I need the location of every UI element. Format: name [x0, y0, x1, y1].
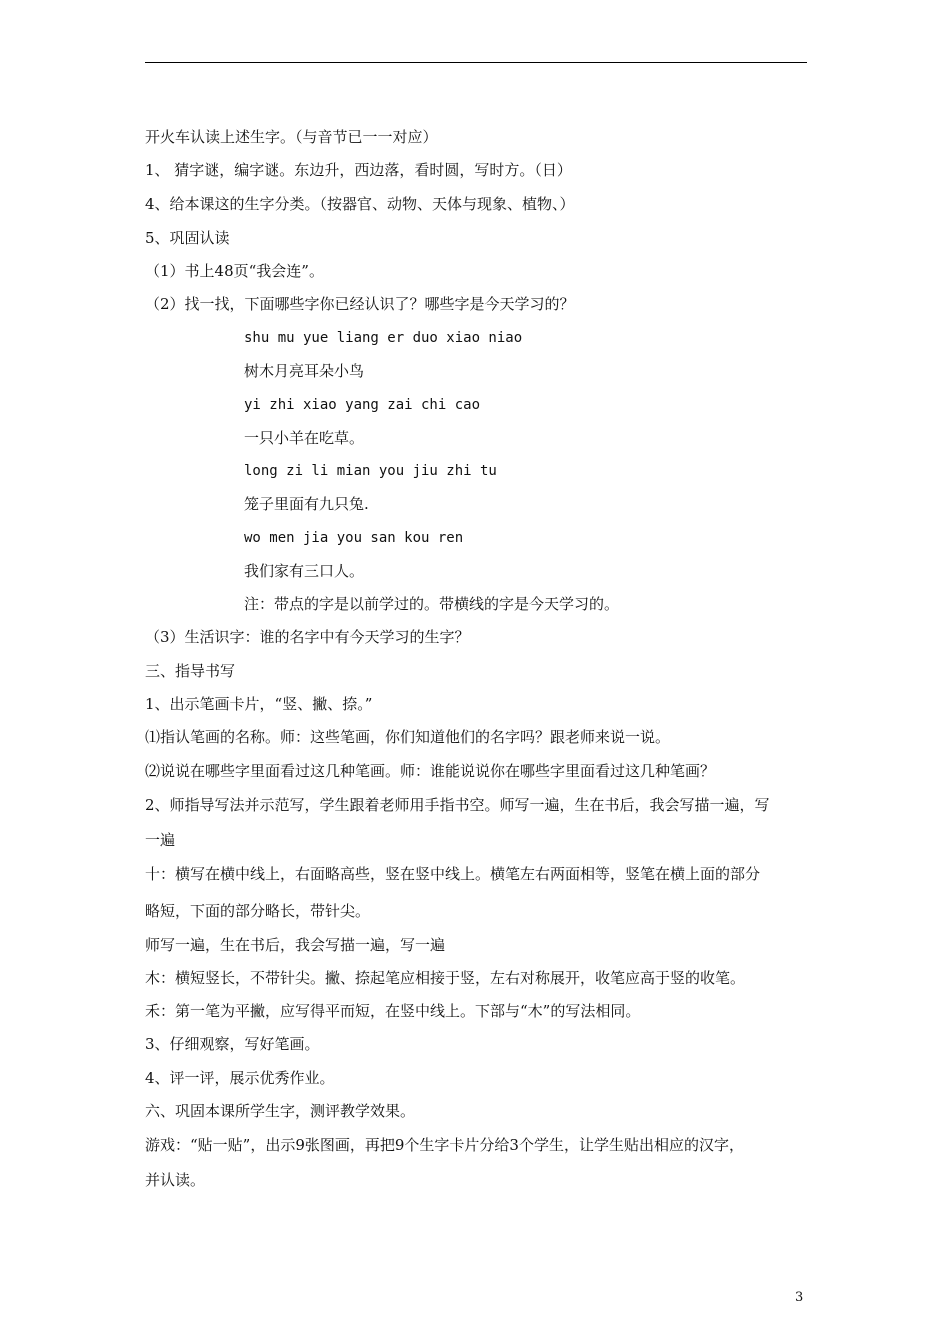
text-line: 开火车认读上述生字。（与音节已一一对应） — [145, 128, 438, 146]
text-line: 师写一遍，生在书后，我会写描一遍，写一遍 — [145, 936, 446, 954]
text-line: 十：横写在横中线上，右面略高些，竖在竖中线上。横笔左右两面相等，竖笔在横上面的部分 — [145, 865, 761, 883]
section-heading: 六、巩固本课所学生字，测评教学效果。 — [145, 1102, 416, 1120]
page-number: 3 — [795, 1290, 804, 1305]
text-line: 4、评一评，展示优秀作业。 — [145, 1069, 335, 1087]
text-line: 4、给本课这的生字分类。（按器官、动物、天体与现象、植物、） — [145, 195, 575, 213]
text-line: （1）书上48页“我会连”。 — [145, 262, 324, 280]
text-line: （2）找一找，下面哪些字你已经认识了？哪些字是今天学习的？ — [145, 295, 575, 313]
text-line: 一遍 — [145, 831, 176, 849]
text-line: （3）生活识字：谁的名字中有今天学习的生字？ — [145, 628, 470, 646]
text-line: 3、仔细观察，写好笔画。 — [145, 1035, 320, 1053]
pinyin-line: wo men jia you san kou ren — [244, 530, 464, 546]
text-line: 游戏：“贴一贴”，出示9张图画，再把9个生字卡片分给3个学生，让学生贴出相应的汉字， — [145, 1136, 744, 1154]
text-line: 1、出示笔画卡片，“竖、撇、捺。” — [145, 695, 373, 713]
text-line: ⑵说说在哪些字里面看过这几种笔画。师：谁能说说你在哪些字里面看过这几种笔画？ — [145, 762, 716, 780]
text-line: 2、师指导写法并示范写，学生跟着老师用手指书空。师写一遍，生在书后，我会写描一遍，写 — [145, 796, 770, 814]
pinyin-line: yi zhi xiao yang zai chi cao — [244, 397, 481, 413]
text-line: 一只小羊在吃草。 — [244, 429, 365, 447]
pinyin-line: shu mu yue liang er duo xiao niao — [244, 330, 523, 346]
text-line: 树木月亮耳朵小鸟 — [244, 362, 365, 380]
section-heading: 三、指导书写 — [145, 662, 236, 680]
text-line: 木：横短竖长，不带针尖。撇、捺起笔应相接于竖，左右对称展开，收笔应高于竖的收笔。 — [145, 969, 746, 987]
header-rule — [145, 62, 807, 63]
note-line: 注：带点的字是以前学过的。带横线的字是今天学习的。 — [244, 595, 620, 613]
text-line: 我们家有三口人。 — [244, 562, 365, 580]
text-line: 笼子里面有九只兔. — [244, 495, 369, 513]
pinyin-line: long zi li mian you jiu zhi tu — [244, 463, 497, 479]
text-line: 禾：第一笔为平撇，应写得平而短，在竖中线上。下部与“木”的写法相同。 — [145, 1002, 641, 1020]
text-line: 略短，下面的部分略长，带针尖。 — [145, 902, 371, 920]
text-line: 并认读。 — [145, 1171, 206, 1189]
text-line: 5、巩固认读 — [145, 229, 230, 247]
text-line: 1、 猜字谜，编字谜。东边升，西边落，看时圆，写时方。（日） — [145, 161, 572, 179]
text-line: ⑴指认笔画的名称。师：这些笔画，你们知道他们的名字吗？跟老师来说一说。 — [145, 728, 671, 746]
